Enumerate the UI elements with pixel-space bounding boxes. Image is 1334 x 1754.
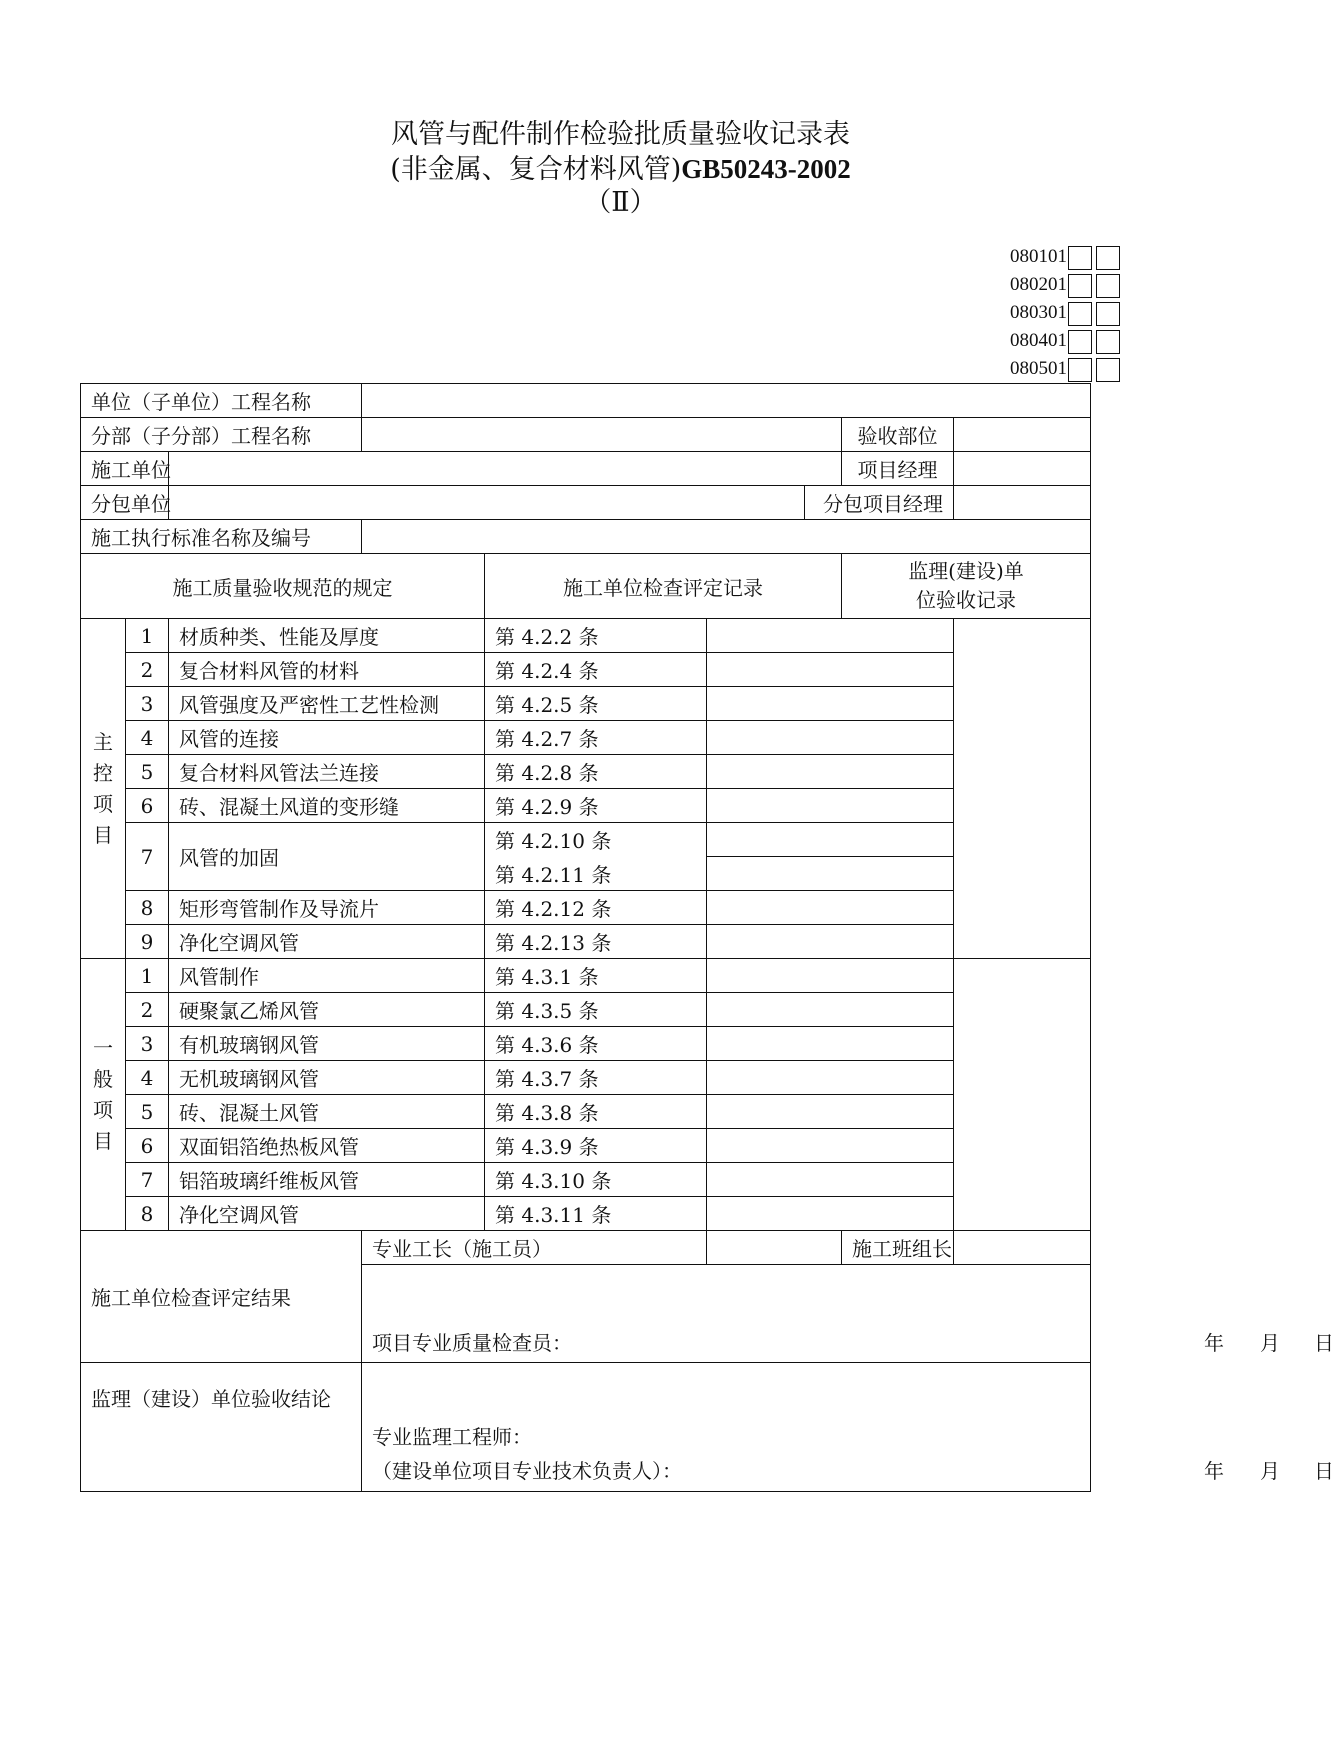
date-day: 日 — [1314, 1459, 1334, 1483]
subcontract-manager-field[interactable] — [954, 486, 1091, 520]
general-item-row — [81, 1129, 1091, 1163]
item-name: 双面铝箔绝热板风管 — [169, 1129, 485, 1163]
group-char: 目 — [93, 822, 113, 847]
code-label: 080501 — [1010, 358, 1067, 379]
info-row — [81, 384, 1091, 418]
group-char: 一 — [93, 1035, 113, 1060]
code-checkbox[interactable] — [1096, 358, 1120, 382]
general-item-row — [81, 993, 1091, 1027]
item-number: 7 — [126, 823, 169, 891]
item-number: 9 — [126, 925, 169, 959]
item-clause-ref: 第 4.3.8 条 — [485, 1095, 707, 1129]
item-number: 2 — [126, 653, 169, 687]
team-leader-field[interactable] — [954, 1231, 1091, 1265]
item-name: 风管的加固 — [169, 823, 485, 891]
item-number: 8 — [126, 1197, 169, 1231]
supervision-conclusion-field[interactable] — [362, 1363, 1334, 1492]
item-number: 8 — [126, 891, 169, 925]
item-name: 有机玻璃钢风管 — [169, 1027, 485, 1061]
construction-result-text: 施工单位检查评定结果 — [91, 1286, 291, 1310]
code-checkbox[interactable] — [1068, 274, 1092, 298]
division-project-name-label: 分部（子分部）工程名称 — [81, 418, 362, 452]
construction-unit-label: 施工单位 — [81, 452, 169, 486]
construction-record-cell[interactable] — [707, 1061, 954, 1095]
item-number: 6 — [126, 1129, 169, 1163]
date-year: 年 — [1204, 1459, 1224, 1483]
item-name: 风管制作 — [169, 959, 485, 993]
code-checkbox[interactable] — [1068, 302, 1092, 326]
item-clause-ref: 第 4.2.10 条 — [485, 823, 707, 857]
code-label: 080101 — [1010, 246, 1067, 267]
date-year: 年 — [1204, 1331, 1224, 1355]
item-clause-ref: 第 4.2.7 条 — [485, 721, 707, 755]
standard-name-label: 施工执行标准名称及编号 — [81, 520, 362, 554]
construction-record-cell[interactable] — [707, 619, 954, 653]
form-title: 风管与配件制作检验批质量验收记录表 — [391, 119, 850, 150]
item-number: 1 — [126, 619, 169, 653]
construction-record-cell[interactable] — [707, 789, 954, 823]
acceptance-part-label: 验收部位 — [842, 418, 954, 452]
supervision-engineer-label: 专业监理工程师： — [372, 1425, 532, 1449]
main-item-row — [81, 721, 1091, 755]
unit-project-name-field[interactable] — [362, 384, 1091, 418]
item-number: 1 — [126, 959, 169, 993]
foreman-row — [81, 1231, 1091, 1265]
item-clause-ref: 第 4.3.10 条 — [485, 1163, 707, 1197]
item-number: 2 — [126, 993, 169, 1027]
item-name: 净化空调风管 — [169, 925, 485, 959]
construction-result-field[interactable] — [362, 1265, 1334, 1363]
construction-record-cell[interactable] — [707, 1129, 954, 1163]
code-checkbox[interactable] — [1096, 274, 1120, 298]
inspector-signature-area — [362, 1265, 1334, 1362]
item-name: 风管的连接 — [169, 721, 485, 755]
code-label: 080301 — [1010, 302, 1067, 323]
project-manager-label: 项目经理 — [842, 452, 954, 486]
project-manager-field[interactable] — [954, 452, 1091, 486]
general-item-row — [81, 1163, 1091, 1197]
quality-inspector-label: 项目专业质量检查员： — [372, 1331, 572, 1355]
item-number: 6 — [126, 789, 169, 823]
item-clause-ref: 第 4.3.1 条 — [485, 959, 707, 993]
supervision-record-column-header — [842, 554, 1091, 619]
general-item-row — [81, 959, 1091, 993]
item-clause-ref: 第 4.3.11 条 — [485, 1197, 707, 1231]
group-char: 项 — [93, 791, 113, 816]
construction-result-label — [81, 1231, 362, 1363]
construction-record-cell[interactable] — [707, 857, 954, 891]
construction-unit-field[interactable] — [169, 452, 842, 486]
unit-project-name-label: 单位（子单位）工程名称 — [81, 384, 362, 418]
group-char: 项 — [93, 1097, 113, 1122]
subcontract-unit-label: 分包单位 — [81, 486, 169, 520]
supervision-conclusion-row — [81, 1363, 1091, 1492]
info-row — [81, 418, 1091, 452]
item-name: 矩形弯管制作及导流片 — [169, 891, 485, 925]
supervision-record-cell[interactable] — [954, 959, 1091, 1231]
main-items-group-label — [81, 619, 126, 959]
date-month: 月 — [1260, 1331, 1280, 1355]
group-char: 目 — [93, 1128, 113, 1153]
item-number: 5 — [126, 755, 169, 789]
code-checkbox[interactable] — [1068, 330, 1092, 354]
main-item-row — [81, 891, 1091, 925]
item-name: 材质种类、性能及厚度 — [169, 619, 485, 653]
standard-code: GB50243-2002 — [681, 154, 851, 184]
general-item-row — [81, 1197, 1091, 1231]
general-items-group-label — [81, 959, 126, 1231]
item-clause-ref: 第 4.3.5 条 — [485, 993, 707, 1027]
item-name: 复合材料风管的材料 — [169, 653, 485, 687]
group-char: 控 — [93, 760, 113, 785]
construction-record-cell[interactable] — [707, 1163, 954, 1197]
supervision-header-line2: 位验收记录 — [916, 588, 1016, 612]
general-item-row — [81, 1027, 1091, 1061]
item-clause-ref: 第 4.2.5 条 — [485, 687, 707, 721]
item-number: 4 — [126, 721, 169, 755]
item-clause-ref: 第 4.2.4 条 — [485, 653, 707, 687]
construction-record-cell[interactable] — [707, 925, 954, 959]
item-number: 7 — [126, 1163, 169, 1197]
main-item-row — [81, 619, 1091, 653]
item-number: 3 — [126, 687, 169, 721]
construction-record-column-header: 施工单位检查评定记录 — [485, 554, 842, 619]
group-char: 主 — [93, 729, 113, 754]
item-clause-ref: 第 4.2.9 条 — [485, 789, 707, 823]
item-clause-ref: 第 4.3.6 条 — [485, 1027, 707, 1061]
acceptance-form-table — [80, 383, 1334, 1492]
item-clause-ref: 第 4.2.13 条 — [485, 925, 707, 959]
spec-column-header: 施工质量验收规范的规定 — [81, 554, 485, 619]
code-checkbox[interactable] — [1096, 246, 1120, 270]
item-name: 复合材料风管法兰连接 — [169, 755, 485, 789]
item-name: 铝箔玻璃纤维板风管 — [169, 1163, 485, 1197]
supervision-conclusion-label: 监理（建设）单位验收结论 — [81, 1363, 362, 1492]
construction-record-cell[interactable] — [707, 653, 954, 687]
item-clause-ref: 第 4.2.11 条 — [485, 857, 707, 891]
supervision-header-line1: 监理(建设)单 — [908, 559, 1024, 583]
owner-tech-label: （建设单位项目专业技术负责人）： — [372, 1459, 682, 1483]
main-item-row — [81, 925, 1091, 959]
date-day: 日 — [1314, 1331, 1334, 1355]
main-item-row — [81, 653, 1091, 687]
construction-record-cell[interactable] — [707, 823, 954, 857]
item-name: 硬聚氯乙烯风管 — [169, 993, 485, 1027]
supervision-record-cell[interactable] — [954, 619, 1091, 959]
construction-record-cell[interactable] — [707, 687, 954, 721]
date-month: 月 — [1260, 1459, 1280, 1483]
construction-record-cell[interactable] — [707, 1197, 954, 1231]
item-number: 5 — [126, 1095, 169, 1129]
item-name: 砖、混凝土风管 — [169, 1095, 485, 1129]
subtitle-prefix: (非金属、复合材料风管) — [390, 154, 682, 185]
division-project-name-field[interactable] — [362, 418, 842, 452]
construction-record-cell[interactable] — [707, 891, 954, 925]
item-clause-ref: 第 4.3.9 条 — [485, 1129, 707, 1163]
foreman-label: 专业工长（施工员） — [362, 1231, 707, 1265]
form-part-number: （Ⅱ） — [584, 187, 657, 218]
supervision-signature-area — [362, 1364, 1334, 1490]
code-label: 080401 — [1010, 330, 1067, 351]
item-name: 净化空调风管 — [169, 1197, 485, 1231]
item-name: 无机玻璃钢风管 — [169, 1061, 485, 1095]
code-checkbox[interactable] — [1096, 330, 1120, 354]
code-checkbox[interactable] — [1068, 358, 1092, 382]
item-clause-ref: 第 4.3.7 条 — [485, 1061, 707, 1095]
item-number: 4 — [126, 1061, 169, 1095]
item-name: 砖、混凝土风道的变形缝 — [169, 789, 485, 823]
team-leader-label: 施工班组长 — [842, 1231, 954, 1265]
construction-record-cell[interactable] — [707, 1095, 954, 1129]
construction-record-cell[interactable] — [707, 993, 954, 1027]
info-row — [81, 520, 1091, 554]
code-checkbox[interactable] — [1068, 246, 1092, 270]
subcontract-manager-label: 分包项目经理 — [805, 486, 954, 520]
group-char: 般 — [93, 1066, 113, 1091]
foreman-field[interactable] — [707, 1231, 842, 1265]
acceptance-part-field[interactable] — [954, 418, 1091, 452]
main-item-row — [81, 755, 1091, 789]
column-header-row — [81, 554, 1091, 619]
item-number: 3 — [126, 1027, 169, 1061]
construction-record-cell[interactable] — [707, 959, 954, 993]
info-row — [81, 452, 1091, 486]
standard-name-field[interactable] — [362, 520, 1091, 554]
construction-record-cell[interactable] — [707, 755, 954, 789]
form-subtitle — [0, 152, 1241, 187]
item-clause-ref: 第 4.2.12 条 — [485, 891, 707, 925]
item-name: 风管强度及严密性工艺性检测 — [169, 687, 485, 721]
construction-record-cell[interactable] — [707, 1027, 954, 1061]
item-clause-ref: 第 4.2.2 条 — [485, 619, 707, 653]
main-item-row — [81, 789, 1091, 823]
main-item-row — [81, 823, 1091, 857]
main-item-row — [81, 687, 1091, 721]
construction-record-cell[interactable] — [707, 721, 954, 755]
code-label: 080201 — [1010, 274, 1067, 295]
item-clause-ref: 第 4.2.8 条 — [485, 755, 707, 789]
code-checkbox[interactable] — [1096, 302, 1120, 326]
general-item-row — [81, 1095, 1091, 1129]
info-row — [81, 486, 1091, 520]
general-item-row — [81, 1061, 1091, 1095]
subcontract-unit-field[interactable] — [169, 486, 805, 520]
